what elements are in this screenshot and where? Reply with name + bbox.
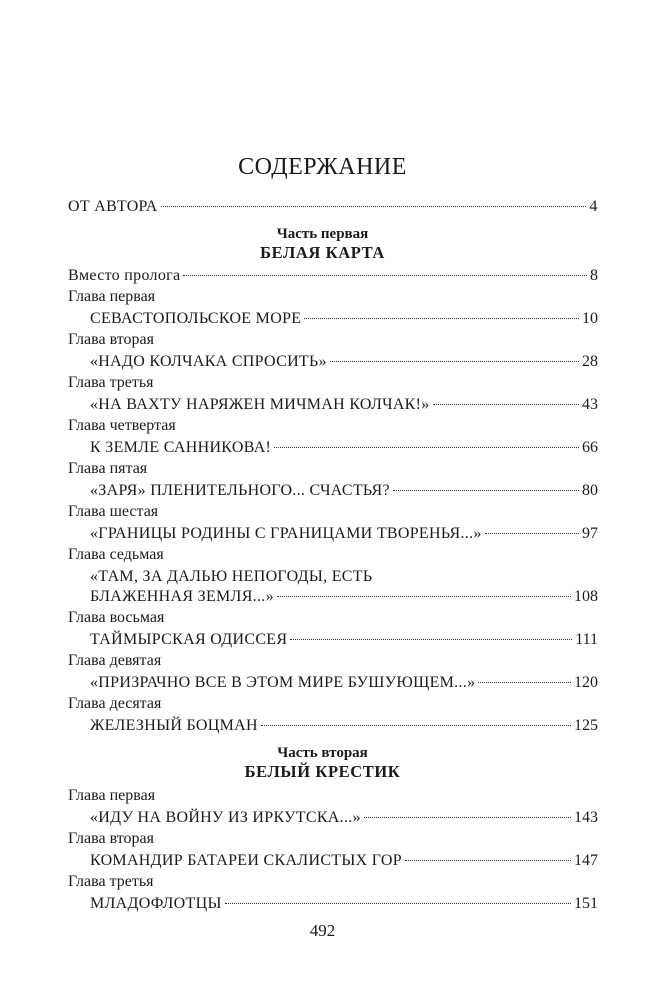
dot-leader bbox=[478, 682, 571, 683]
toc-entry bbox=[90, 395, 598, 415]
entry-title: «НА ВАХТУ НАРЯЖЕН МИЧМАН КОЛЧАК!» bbox=[90, 396, 430, 413]
dot-leader bbox=[304, 318, 579, 319]
dot-leader bbox=[290, 639, 572, 640]
toc-entry bbox=[90, 309, 598, 329]
chapter-label: Глава седьмая bbox=[68, 546, 164, 563]
page-number: 492 bbox=[309, 921, 336, 940]
entry-page: 120 bbox=[574, 674, 598, 691]
entry-title: ТАЙМЫРСКАЯ ОДИССЕЯ bbox=[90, 631, 288, 648]
entry-title: «ГРАНИЦЫ РОДИНЫ С ГРАНИЦАМИ ТВОРЕНЬЯ...» bbox=[90, 525, 482, 542]
toc-entry bbox=[90, 524, 598, 544]
entry-page: 143 bbox=[574, 809, 598, 826]
part-heading-1 bbox=[0, 225, 645, 263]
entry-page: 151 bbox=[574, 895, 598, 912]
dot-leader bbox=[225, 903, 571, 904]
toc-title: СОДЕРЖАНИЕ bbox=[238, 154, 407, 180]
entry-title: Вместо пролога bbox=[68, 267, 181, 284]
entry-page: 43 bbox=[582, 396, 598, 413]
dot-leader bbox=[183, 275, 587, 276]
chapter-label: Глава третья bbox=[68, 873, 154, 890]
toc-entry bbox=[90, 673, 598, 693]
chapter-label: Глава восьмая bbox=[68, 609, 165, 626]
chapter-label: Глава вторая bbox=[68, 830, 154, 847]
entry-title: БЛАЖЕННАЯ ЗЕМЛЯ...» bbox=[90, 588, 274, 605]
toc-entry-author bbox=[68, 197, 598, 217]
chapter-label: Глава первая bbox=[68, 288, 156, 305]
entry-title: ОТ АВТОРА bbox=[68, 198, 158, 215]
dot-leader bbox=[330, 361, 579, 362]
entry-page: 147 bbox=[574, 852, 598, 869]
entry-title: МЛАДОФЛОТЦЫ bbox=[90, 895, 222, 912]
chapter-label: Глава пятая bbox=[68, 460, 148, 477]
toc-entry bbox=[90, 587, 598, 607]
toc-entry bbox=[90, 481, 598, 501]
chapter-label: Глава вторая bbox=[68, 331, 154, 348]
entry-title: «ИДУ НА ВОЙНУ ИЗ ИРКУТСКА...» bbox=[90, 809, 361, 826]
toc-entry bbox=[90, 851, 598, 871]
dot-leader bbox=[405, 860, 571, 861]
toc-entry bbox=[90, 808, 598, 828]
dot-leader bbox=[277, 596, 571, 597]
chapter-label: Глава десятая bbox=[68, 695, 162, 712]
dot-leader bbox=[161, 206, 587, 207]
entry-title-line1: «ТАМ, ЗА ДАЛЬЮ НЕПОГОДЫ, ЕСТЬ bbox=[90, 568, 373, 585]
part-name: Часть вторая bbox=[277, 745, 368, 761]
dot-leader bbox=[364, 817, 571, 818]
chapter-label: Глава девятая bbox=[68, 652, 162, 669]
dot-leader bbox=[393, 490, 579, 491]
entry-page: 97 bbox=[582, 525, 598, 542]
entry-title: «ПРИЗРАЧНО ВСЕ В ЭТОМ МИРЕ БУШУЮЩЕМ...» bbox=[90, 674, 476, 691]
toc-entry bbox=[90, 894, 598, 914]
dot-leader bbox=[274, 447, 579, 448]
chapter-label: Глава третья bbox=[68, 374, 154, 391]
part-name: Часть первая bbox=[276, 226, 369, 242]
entry-page: 125 bbox=[574, 717, 598, 734]
entry-page: 8 bbox=[590, 267, 598, 284]
toc-entry bbox=[90, 352, 598, 372]
entry-page: 80 bbox=[582, 482, 598, 499]
entry-page: 108 bbox=[574, 588, 598, 605]
toc-entry bbox=[90, 630, 598, 650]
entry-title: КОМАНДИР БАТАРЕИ СКАЛИСТЫХ ГОР bbox=[90, 852, 402, 869]
dot-leader bbox=[261, 725, 571, 726]
part-title: БЕЛАЯ КАРТА bbox=[260, 243, 385, 262]
dot-leader bbox=[485, 533, 579, 534]
chapter-label: Глава шестая bbox=[68, 503, 159, 520]
entry-page: 4 bbox=[589, 198, 598, 215]
part-title: БЕЛЫЙ КРЕСТИК bbox=[244, 762, 401, 781]
entry-page: 66 bbox=[582, 439, 598, 456]
entry-title: «НАДО КОЛЧАКА СПРОСИТЬ» bbox=[90, 353, 327, 370]
entry-page: 10 bbox=[582, 310, 598, 327]
entry-page: 28 bbox=[582, 353, 598, 370]
chapter-label: Глава первая bbox=[68, 787, 156, 804]
toc-entry-prologue bbox=[68, 266, 598, 286]
entry-title: СЕВАСТОПОЛЬСКОЕ МОРЕ bbox=[90, 310, 302, 327]
part-heading-2 bbox=[0, 744, 645, 782]
toc-entry bbox=[90, 438, 598, 458]
toc-entry bbox=[90, 716, 598, 736]
dot-leader bbox=[433, 404, 579, 405]
entry-title: «ЗАРЯ» ПЛЕНИТЕЛЬНОГО... СЧАСТЬЯ? bbox=[90, 482, 390, 499]
entry-title: К ЗЕМЛЕ САННИКОВА! bbox=[90, 439, 272, 456]
chapter-label: Глава четвертая bbox=[68, 417, 176, 434]
entry-title: ЖЕЛЕЗНЫЙ БОЦМАН bbox=[90, 717, 258, 734]
entry-page: 111 bbox=[575, 631, 598, 648]
